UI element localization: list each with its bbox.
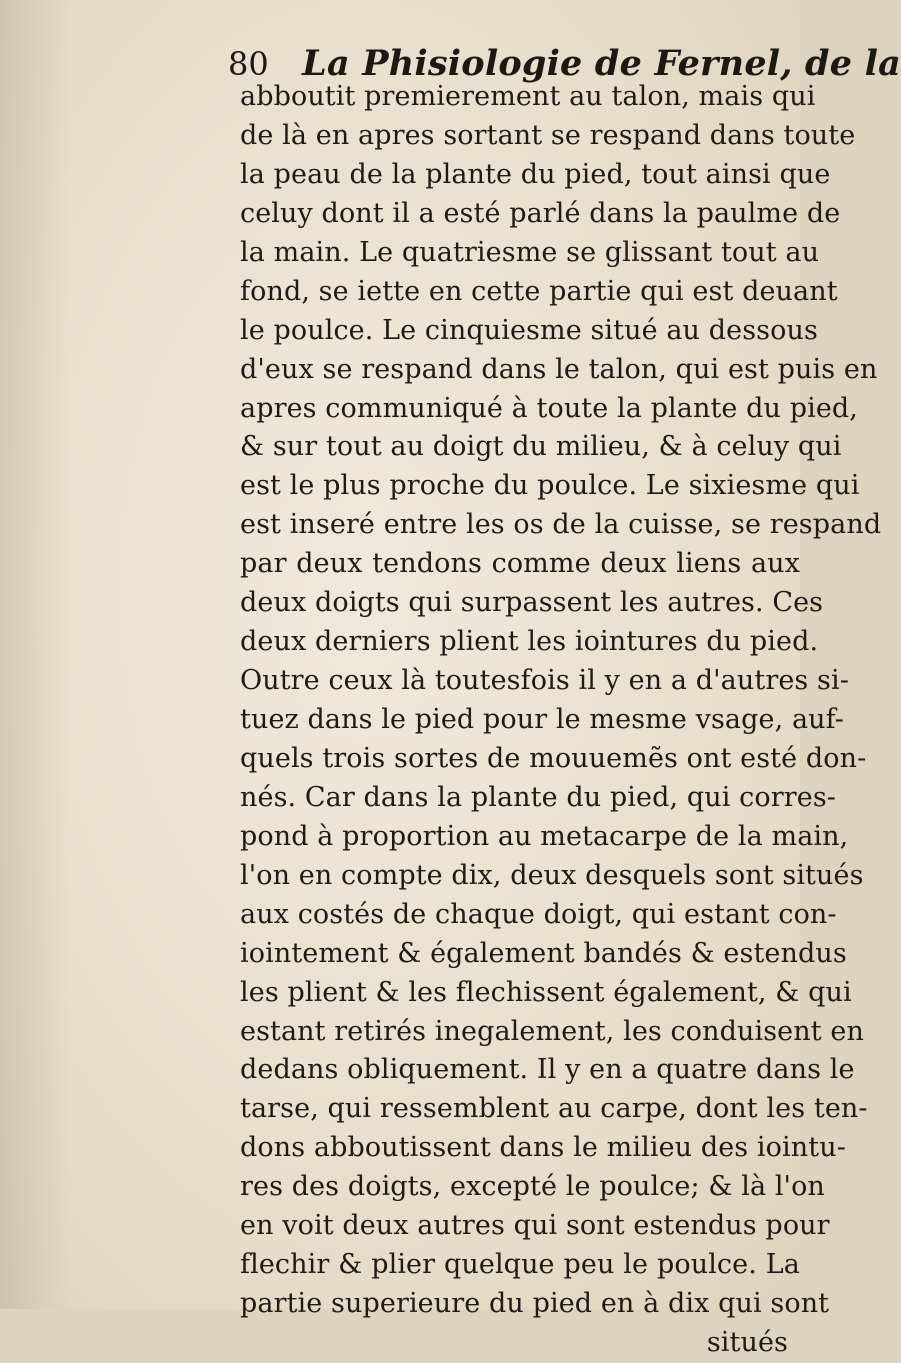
text-line: pond à proportion au metacarpe de la main, [240,820,849,852]
text-line: l'on en compte dix, deux desquels sont situés [240,859,864,891]
text-line: la peau de la plante du pied, tout ainsi que [240,158,831,190]
text-line: tarse, qui ressemblent au carpe, dont les ten- [240,1093,868,1125]
text-line: dedans obliquement. Il y en a quatre dans le [240,1054,855,1086]
text-line: deux doigts qui surpassent les autres. Ces [240,587,824,619]
text-line: tuez dans le pied pour le mesme vsage, auf- [240,704,844,735]
text-line: d'eux se respand dans le talon, qui est puis en [240,353,878,385]
catchword: situés [706,1327,788,1358]
text-line: res des doigts, excepté le poulce; & là l'on [240,1171,825,1203]
text-line: Outre ceux là toutesfois il y en a d'autres si- [240,665,849,697]
text-line: abboutit premierement au talon, mais qui [240,81,816,112]
text-line: par deux tendons comme deux liens aux [240,548,800,580]
text-line: & sur tout au doigt du milieu, & à celuy qui [240,431,842,463]
text-line: est le plus proche du poulce. Le sixiesme qui [240,470,860,502]
text-line: le poulce. Le cinquiesme situé au dessous [240,314,818,346]
text-line: deux derniers plient les iointures du pied. [240,626,819,658]
text-line: quels trois sortes de mouuemẽs ont esté don- [240,742,867,774]
text-line: celuy dont il a esté parlé dans la paulme de [240,197,841,229]
text-line: apres communiqué à toute la plante du pied, [240,392,858,424]
body-text [240,78,882,1363]
text-line: de là en apres sortant se respand dans toute [240,119,856,151]
gutter-shadow [0,0,70,1309]
page-number: 80 [228,45,269,83]
text-line: la main. Le quatriesme se glissant tout au [240,236,820,268]
text-line: en voit deux autres qui sont estendus pour [240,1210,830,1242]
text-line: fond, se iette en cette partie qui est deuant [240,275,838,307]
text-line: nés. Car dans la plante du pied, qui corres- [240,781,837,813]
text-line: partie superieure du pied en à dix qui sont [240,1288,830,1320]
text-line: est inseré entre les os de la cuisse, se respand [240,509,882,541]
text-line: iointement & également bandés & estendus [240,937,847,969]
running-title: La Phisiologie de Fernel, de la [302,43,901,84]
text-line: estant retirés inegalement, les conduisent en [240,1015,864,1047]
text-line: dons abboutissent dans le milieu des iointu- [240,1132,846,1164]
text-line: aux costés de chaque doigt, qui estant con- [240,898,837,930]
text-line: flechir & plier quelque peu le poulce. La [240,1249,800,1281]
text-line: les plient & les flechissent également, & qui [240,976,852,1008]
